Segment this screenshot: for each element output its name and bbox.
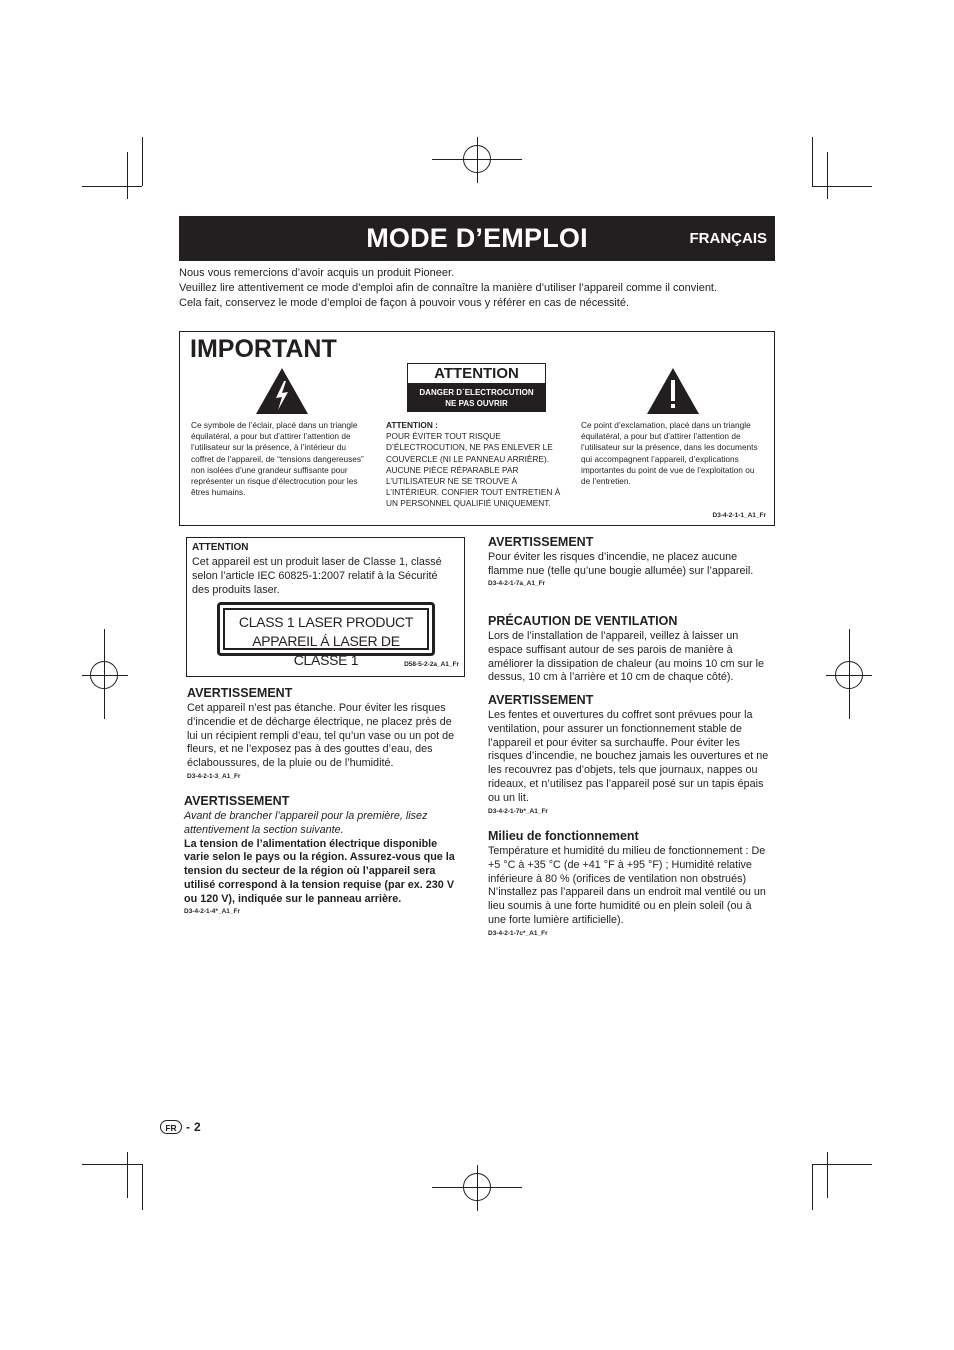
language-label: FRANÇAIS xyxy=(689,230,767,247)
section-text: Cet appareil n’est pas étanche. Pour éviter les risques d’incendie et de décharge électrique, ne placez près de lui un récipient rempli d’eau, tel qu’un vase ou un pot de fleurs, et ne l’exposez pas à des gouttes d’eau, des éclaboussures, de la pluie ou de l’humidité. xyxy=(187,702,455,770)
section-heading: AVERTISSEMENT xyxy=(488,693,594,707)
important-box xyxy=(179,331,775,526)
section-text: Pour éviter les risques d’incendie, ne placez aucune flamme nue (telle qu’une bougie allumée) sur l’appareil. xyxy=(488,551,754,577)
laser-heading: ATTENTION xyxy=(192,542,249,553)
reference-code: D3-4-2-1-7b*_A1_Fr xyxy=(488,807,548,815)
danger-line: DANGER D´ELECTROCUTION xyxy=(419,388,534,397)
section-bold-text: La tension de l’alimentation électrique disponible varie selon le pays ou la région. Assurez-vous que la tension du secteur de la région où l’appareil sera utilisé correspond à la tension requise (par ex. 230 V ou 120 V), indiquée sur le panneau arrière. xyxy=(184,837,455,905)
danger-line: NE PAS OUVRIR xyxy=(445,399,508,408)
section-heading: AVERTISSEMENT xyxy=(187,686,293,700)
exclamation-warning-icon xyxy=(646,367,700,415)
exclamation-explanation: Ce point d’exclamation, placé dans un triangle équilatéral, a pour but d’attirer l’attention de l’utilisateur sur la présence, dans les documents qui accompagnent l’appareil, d’explications importantes du point de vue de l’exploitation ou de l’entretien. xyxy=(581,420,758,487)
attention-body: POUR ÉVITER TOUT RISQUE D’ÉLECTROCUTION, NE PAS ENLEVER LE COUVERCLE (NI LE PANNEAU ARRIÈRE). AUCUNE PIÈCE RÉPARABLE PAR L’UTILISATEUR NE SE TROUVE À L’INTÉRIEUR. CONFIER TOUT ENTRETIEN À UN PERSONNEL QUALIFIÉ UNIQUEMENT. xyxy=(386,431,561,509)
laser-text: Cet appareil est un produit laser de Classe 1, classé selon l’article IEC 60825-1:2007 relatif à la Sécurité des produits laser. xyxy=(192,556,442,596)
section-text: N’installez pas l’appareil dans un endroit mal ventilé ou un lieu soumis à une forte humidité ou en plein soleil (ou à une forte lumière artificielle). xyxy=(488,886,766,926)
intro-text xyxy=(179,266,775,311)
reference-code: D3-4-2-1-3_A1_Fr xyxy=(187,772,241,780)
right-environment xyxy=(488,829,769,937)
section-text: Lors de l’installation de l’appareil, veillez à laisser un espace suffisant autour de ses parois de manière à améliorer la dissipation de chaleur (au moins 10 cm sur le dessus, 10 cm à l’arrière et 10 cm de chaque côté). xyxy=(488,630,765,684)
attention-explanation xyxy=(386,420,568,510)
reference-code: D3-4-2-1-4*_A1_Fr xyxy=(184,907,240,915)
section-heading: Milieu de fonctionnement xyxy=(488,829,639,843)
reference-code: D3-4-2-1-7c*_A1_Fr xyxy=(488,929,548,937)
page-title: MODE D’EMPLOI xyxy=(366,223,588,253)
attention-heading: ATTENTION : xyxy=(386,420,438,430)
intro-line: Cela fait, conservez le mode d’emploi de façon à pouvoir vous y référer en cas de nécessité. xyxy=(179,297,630,309)
attention-label: ATTENTION xyxy=(407,363,546,384)
intro-line: Nous vous remercions d’avoir acquis un produit Pioneer. xyxy=(179,267,455,279)
reference-code: D3-4-2-1-1_A1_Fr xyxy=(712,512,766,519)
lightning-explanation: Ce symbole de l’éclair, placé dans un triangle équilatéral, a pour but d’attirer l’attention de l’utilisateur sur la présence, à l’intérieur du coffret de l’appareil, de “tensions dangereuses” non isolées d’une grandeur suffisante pour représenter un risque d’électrocution pour les êtres humains. xyxy=(191,420,364,498)
right-warning-2 xyxy=(488,693,769,815)
page-separator: - xyxy=(186,1120,190,1134)
laser-label-line: CLASS 1 LASER PRODUCT xyxy=(238,614,414,630)
section-text: Température et humidité du milieu de fonctionnement : De +5 °C à +35 °C (de +41 °F à +95 °F) ; Humidité relative inférieure à 80 % (orifices de ventilation non obstrués) xyxy=(488,845,766,885)
section-heading: AVERTISSEMENT xyxy=(488,535,594,549)
header-banner xyxy=(179,216,775,261)
lightning-warning-icon xyxy=(255,367,309,415)
section-italic-text: Avant de brancher l’appareil pour la première, lisez attentivement la section suivante. xyxy=(184,810,428,836)
section-text: Les fentes et ouvertures du coffret sont prévues pour la ventilation, pour assurer un fonctionnement stable de l’appareil et pour éviter sa surchauffe. Pour éviter les risques d’incendie, ne bouchez jamais les ouvertures et ne les recouvrez pas d’objets, tels que journaux, nappes ou rideaux, et n’utilisez pas l’appareil posé sur un tapis épais ou un lit. xyxy=(488,709,769,804)
reference-code: D58-5-2-2a_A1_Fr xyxy=(404,661,459,668)
laser-label-line: APPAREIL Á LASER DE CLASSE 1 xyxy=(252,633,400,668)
left-warning-1 xyxy=(187,686,465,780)
right-warning-1 xyxy=(488,535,769,587)
page-number-value: 2 xyxy=(194,1120,201,1134)
right-ventilation xyxy=(488,614,769,685)
laser-attention-box xyxy=(186,537,465,677)
intro-line: Veuillez lire attentivement ce mode d’emploi afin de connaître la manière d’utiliser l’appareil comme il convient. xyxy=(179,282,718,294)
important-title: IMPORTANT xyxy=(190,335,337,363)
page-number xyxy=(160,1120,201,1134)
section-heading: PRÉCAUTION DE VENTILATION xyxy=(488,614,678,628)
left-warning-2 xyxy=(184,794,465,915)
section-heading: AVERTISSEMENT xyxy=(184,794,290,808)
language-badge: FR xyxy=(160,1120,182,1134)
reference-code: D3-4-2-1-7a_A1_Fr xyxy=(488,579,546,587)
danger-label xyxy=(407,384,546,412)
